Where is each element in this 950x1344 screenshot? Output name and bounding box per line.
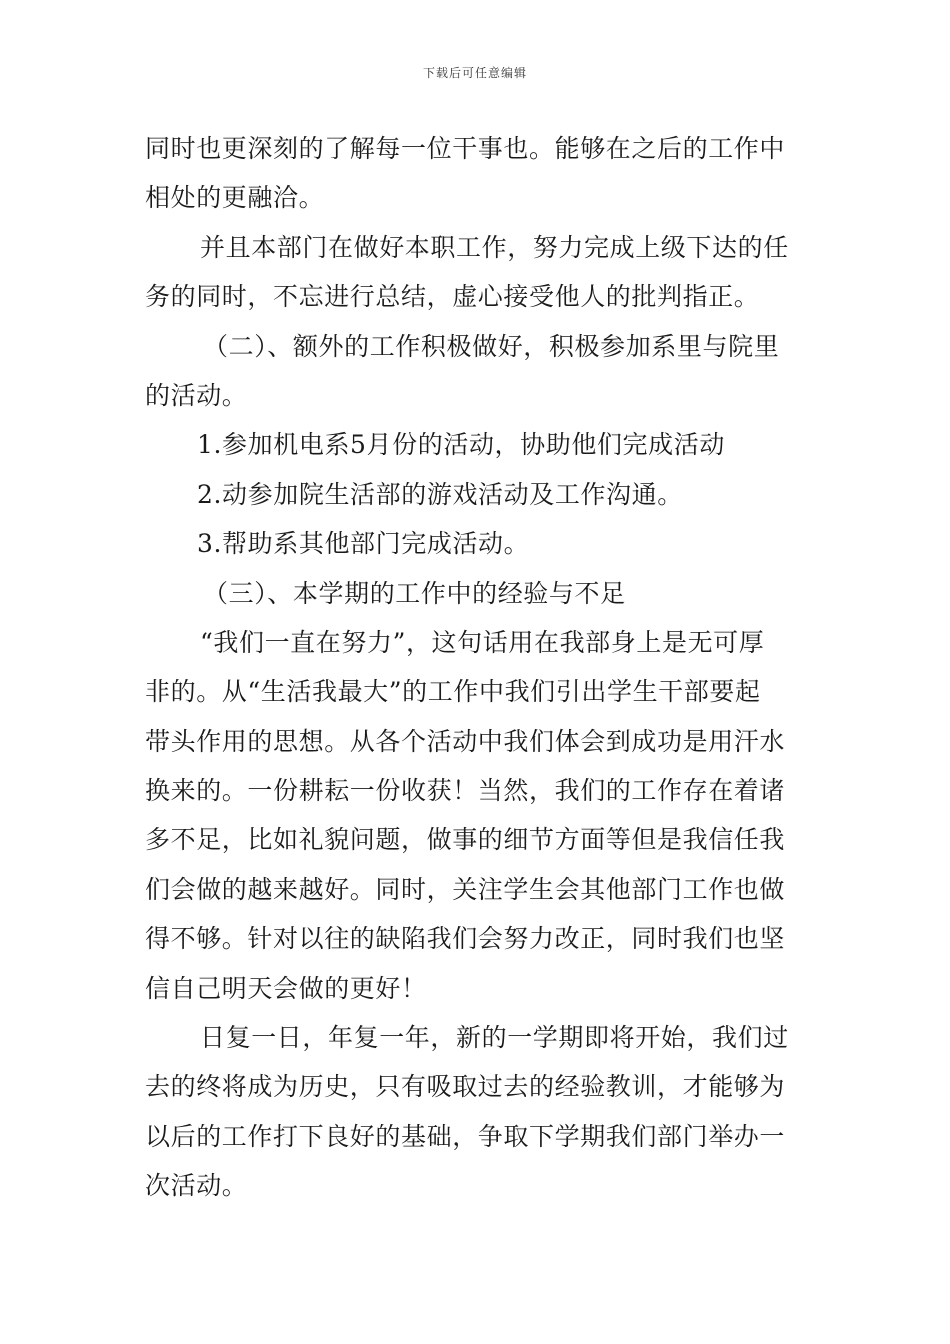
paragraph-line: 信自己明天会做的更好！ <box>145 973 427 1003</box>
document-body <box>145 124 807 1211</box>
list-item: 2.动参加院生活部的游戏活动及工作沟通。 <box>197 479 683 509</box>
paragraph-line: 同时也更深刻的了解每一位干事也。能够在之后的工作中 <box>145 134 786 163</box>
paragraph-line: 以后的工作打下良好的基础，争取下学期我们部门举办一 <box>145 1121 786 1151</box>
section-heading-line: （三）、本学期的工作中的经验与不足 <box>203 578 626 608</box>
paragraph-line: 非的。从“生活我最大”的工作中我们引出学生干部要起 <box>145 677 761 707</box>
paragraph-line: 相处的更融洽。 <box>145 183 325 213</box>
paragraph-line: 的活动。 <box>145 380 248 410</box>
paragraph-line: 并且本部门在做好本职工作，努力完成上级下达的任 <box>200 232 789 262</box>
paragraph-line: 换来的。一份耕耘一份收获！当然，我们的工作存在着诸 <box>145 776 786 806</box>
paragraph-line: “我们一直在努力”，这句话用在我部身上是无可厚 <box>200 627 765 657</box>
paragraph-line: 去的终将成为历史，只有吸取过去的经验教训，才能够为 <box>145 1072 786 1102</box>
paragraph-line: 带头作用的思想。从各个活动中我们体会到成功是用汗水 <box>145 726 786 756</box>
section-heading-line: （二）、额外的工作积极做好，积极参加系里与院里 <box>203 331 780 361</box>
list-item: 3.帮助系其他部门完成活动。 <box>197 529 530 559</box>
paragraph-line: 务的同时，不忘进行总结，虚心接受他人的批判指正。 <box>145 282 760 312</box>
paragraph-line: 们会做的越来越好。同时，关注学生会其他部门工作也做 <box>145 874 786 904</box>
list-item: 1.参加机电系5月份的活动，协助他们完成活动 <box>197 430 725 460</box>
page-header: 下载后可任意编辑 <box>422 66 527 80</box>
paragraph-line: 次活动。 <box>145 1171 248 1201</box>
paragraph-line: 得不够。针对以往的缺陷我们会努力改正，同时我们也坚 <box>145 924 786 954</box>
paragraph-line: 多不足，比如礼貌问题，做事的细节方面等但是我信任我 <box>145 825 786 855</box>
paragraph-line: 日复一日，年复一年，新的一学期即将开始，我们过 <box>200 1023 789 1053</box>
